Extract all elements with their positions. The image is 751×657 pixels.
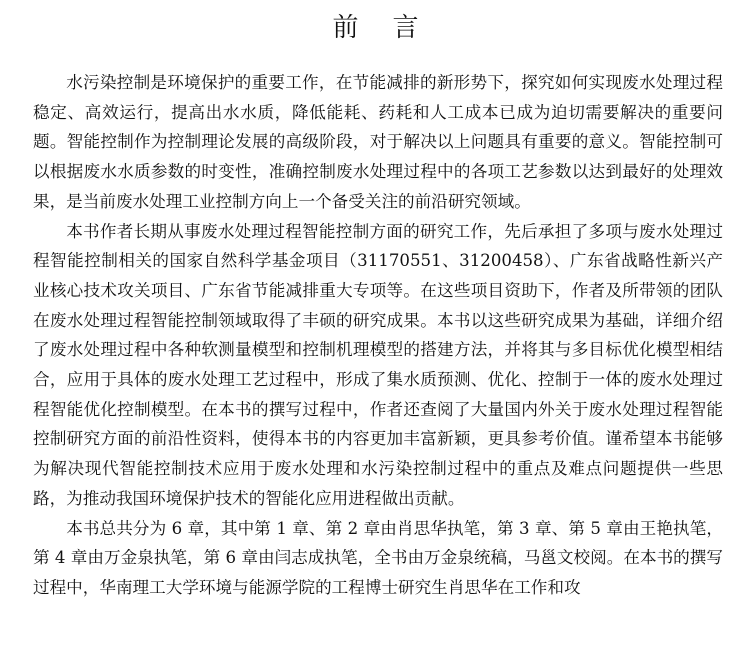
- preface-body: [33, 68, 723, 603]
- page-title: 前言: [332, 13, 453, 43]
- paragraph-3: 本书总共分为 6 章，其中第 1 章、第 2 章由肖思华执笔，第 3 章、第 5 章由王艳执笔，第 4 章由万金泉执笔，第 6 章由闫志成执笔，全书由万金泉统稿，马邕文校阅。在本书的撰写过程中，华南理工大学环境与能源学院的工程博士研究生肖思华在工作和攻: [33, 518, 723, 597]
- paragraph-2: 本书作者长期从事废水处理过程智能控制方面的研究工作，先后承担了多项与废水处理过程智能控制相关的国家自然科学基金项目（31170551、31200458）、广东省战略性新兴产业核心技术攻关项目、广东省节能减排重大专项等。在这些项目资助下，作者及所带领的团队在废水处理过程智能控制领域取得了丰硕的研究成果。本书以这些研究成果为基础，详细介绍了废水处理过程中各种软测量模型和控制机理模型的搭建方法，并将其与多目标优化模型相结合，应用于具体的废水处理工艺过程中，形成了集水质预测、优化、控制于一体的废水处理过程智能优化控制模型。在本书的撰写过程中，作者还查阅了大量国内外关于废水处理过程智能控制研究方面的前沿性资料，使得本书的内容更加丰富新颖，更具参考价值。谨希望本书能够为解决现代智能控制技术应用于废水处理和水污染控制过程中的重点及难点问题提供一些思路，为推动我国环境保护技术的智能化应用进程做出贡献。: [33, 221, 723, 508]
- paragraph-1: 水污染控制是环境保护的重要工作，在节能减排的新形势下，探究如何实现废水处理过程稳定、高效运行，提高出水水质，降低能耗、药耗和人工成本已成为迫切需要解决的重要问题。智能控制作为控制理论发展的高级阶段，对于解决以上问题具有重要的意义。智能控制可以根据废水水质参数的时变性，准确控制废水处理过程中的各项工艺参数以达到最好的处理效果，是当前废水处理工业控制方向上一个备受关注的前沿研究领域。: [33, 73, 723, 211]
